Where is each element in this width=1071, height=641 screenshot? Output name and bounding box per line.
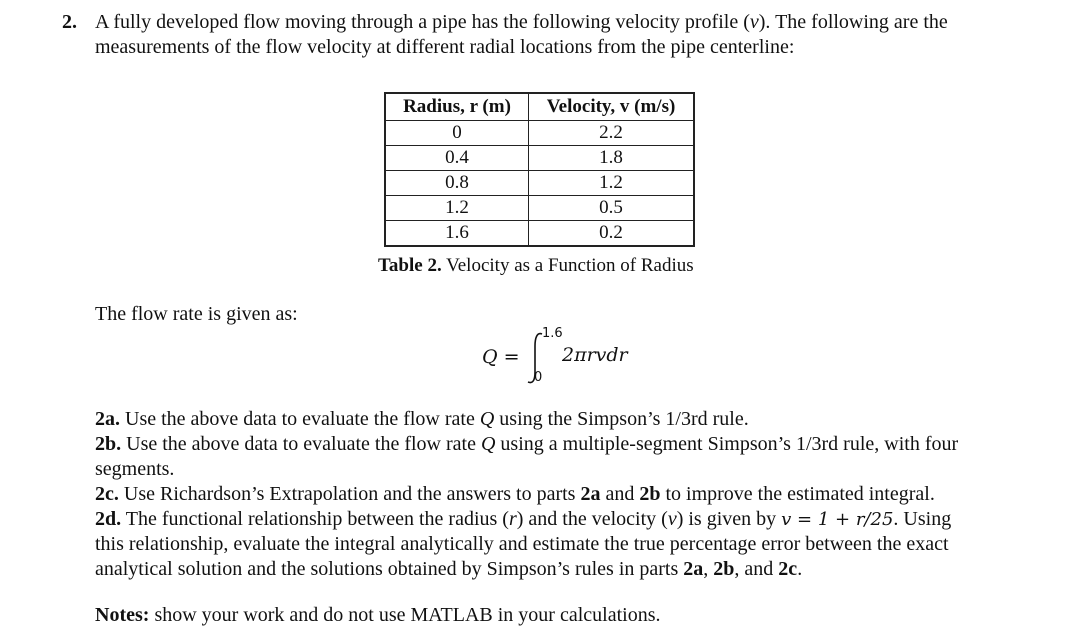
- cell-velocity: 0.5: [529, 196, 695, 221]
- table-caption: Table 2. Velocity as a Function of Radius: [378, 255, 694, 276]
- table-row: [385, 196, 694, 221]
- integral-upper-limit: 1.6: [542, 326, 563, 341]
- table-row: [385, 121, 694, 146]
- cell-radius: 1.6: [385, 221, 529, 247]
- part-2b-continued: segments.: [95, 458, 175, 480]
- part-2c: 2c. Use Richardson’s Extrapolation and the answers to parts 2a and 2b to improve the estimated integral.: [95, 483, 935, 505]
- cell-velocity: 1.8: [529, 146, 695, 171]
- header-velocity: Velocity, v (m/s): [529, 93, 695, 121]
- part-2a: 2a. Use the above data to evaluate the flow rate Q using the Simpson’s 1/3rd rule.: [95, 408, 749, 430]
- cell-velocity: 2.2: [529, 121, 695, 146]
- intro-line-2: measurements of the flow velocity at different radial locations from the pipe centerline:: [95, 36, 795, 58]
- cell-radius: 1.2: [385, 196, 529, 221]
- problem-intro: [95, 10, 1025, 60]
- velocity-formula: v = 1 + r/25: [781, 509, 894, 530]
- part-2d-line-2: this relationship, evaluate the integral analytically and estimate the true percentage error between the exact: [95, 533, 949, 555]
- cell-velocity: 1.2: [529, 171, 695, 196]
- part-2d: 2d. The functional relationship between the radius (r) and the velocity (v) is given by v = 1 + r/25. Using: [95, 508, 952, 530]
- equation-lhs: Q =: [482, 346, 520, 368]
- equation-integrand: 2πrvdr: [562, 344, 628, 366]
- integral-lower-limit: 0: [534, 370, 543, 385]
- cell-radius: 0.4: [385, 146, 529, 171]
- table-row: [385, 221, 694, 247]
- intro-line-1: A fully developed flow moving through a pipe has the following velocity profile (v). The following are the: [95, 11, 948, 33]
- problem-number: 2.: [62, 11, 77, 33]
- velocity-table: [384, 92, 695, 247]
- notes: Notes: show your work and do not use MATLAB in your calculations.: [95, 604, 661, 626]
- cell-radius: 0: [385, 121, 529, 146]
- header-radius: Radius, r (m): [385, 93, 529, 121]
- table-header-row: [385, 93, 694, 121]
- cell-radius: 0.8: [385, 171, 529, 196]
- flow-rate-label: The flow rate is given as:: [95, 303, 298, 325]
- flow-rate-equation: [478, 326, 658, 386]
- part-2d-line-3: analytical solution and the solutions obtained by Simpson’s rules in parts 2a, 2b, and 2c.: [95, 558, 803, 580]
- part-2b: 2b. Use the above data to evaluate the flow rate Q using a multiple-segment Simpson’s 1/3rd rule, with four: [95, 433, 959, 455]
- problem-parts: [95, 407, 1030, 582]
- table-row: [385, 146, 694, 171]
- table-row: [385, 171, 694, 196]
- cell-velocity: 0.2: [529, 221, 695, 247]
